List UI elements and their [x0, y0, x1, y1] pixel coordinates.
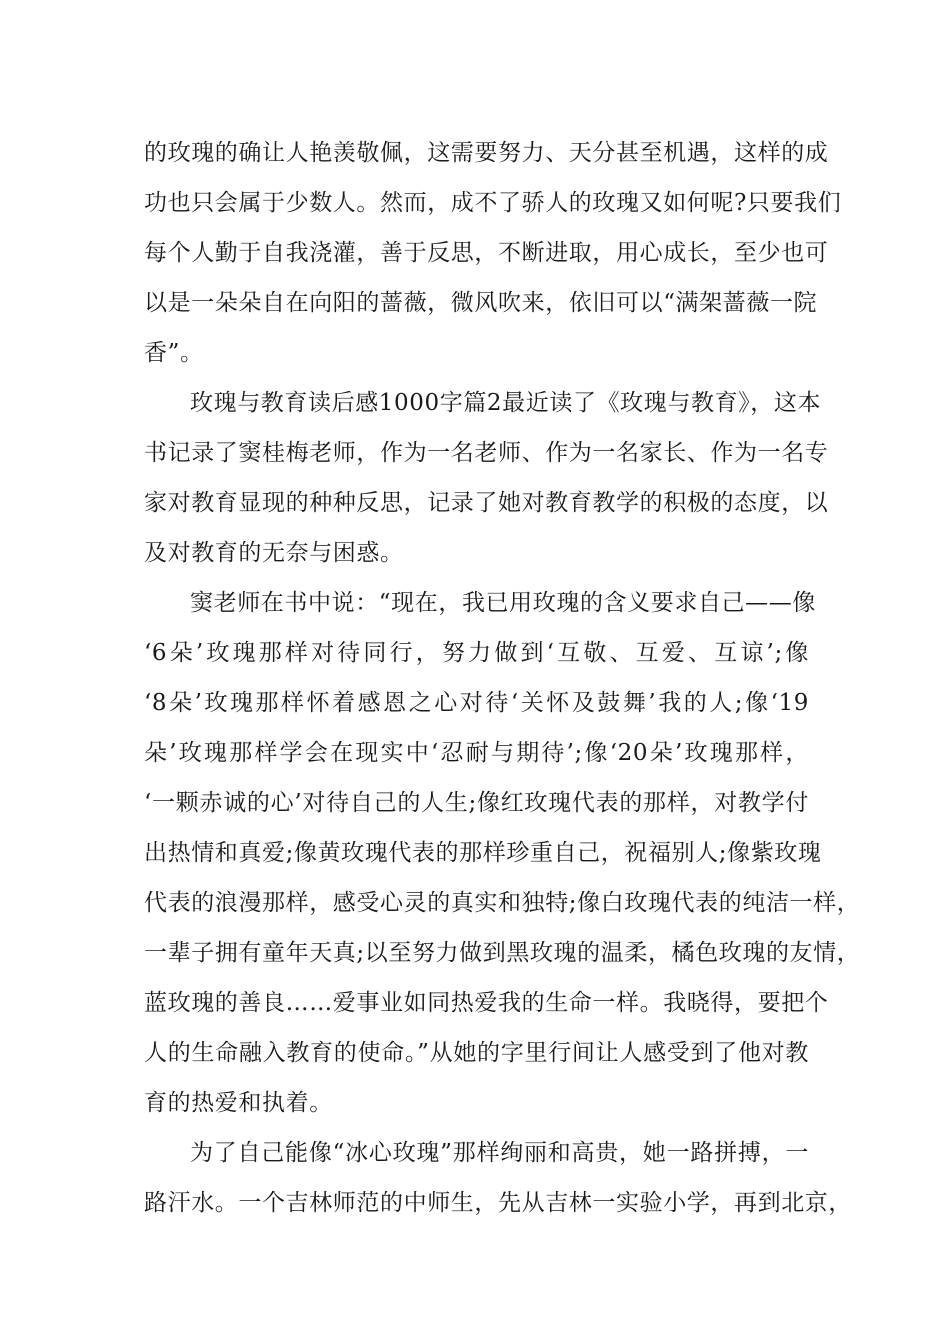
- text-line: ‘8朵’玫瑰那样怀着感恩之心对待‘关怀及鼓舞’我的人;像‘19: [144, 690, 809, 716]
- text-line: 育的热爱和执着。: [144, 1090, 333, 1116]
- text-line: 功也只会属于少数人。然而，成不了骄人的玫瑰又如何呢?只要我们: [144, 190, 842, 216]
- text-line: 蓝玫瑰的善良……爱事业如同热爱我的生命一样。我晓得，要把个: [144, 990, 829, 1016]
- text-line: 朵’玫瑰那样学会在现实中‘忍耐与期待’;像‘20朵’玫瑰那样，: [144, 740, 809, 766]
- text-line: 书记录了窦桂梅老师，作为一名老师、作为一名家长、作为一名专: [144, 440, 829, 466]
- text-line: 及对教育的无奈与困惑。: [144, 540, 404, 566]
- text-line: 出热情和真爱;像黄玫瑰代表的那样珍重自己，祝福别人;像紫玫瑰: [144, 840, 822, 866]
- text-line: 窦老师在书中说：“现在，我已用玫瑰的含义要求自己——像: [190, 590, 816, 616]
- text-line: 路汗水。一个吉林师范的中师生，先从吉林一实验小学，再到北京，: [144, 1190, 852, 1216]
- text-line: 为了自己能像“冰心玫瑰”那样绚丽和高贵，她一路拼搏，一: [190, 1140, 809, 1166]
- text-line: 一辈子拥有童年天真;以至努力做到黑玫瑰的温柔，橘色玫瑰的友情，: [144, 940, 861, 966]
- document-body: [144, 128, 861, 1228]
- text-line: 玫瑰与教育读后感1000字篇2最近读了《玫瑰与教育》，这本: [190, 390, 822, 416]
- text-line: 每个人勤于自我浇灌，善于反思，不断进取，用心成长，至少也可: [144, 240, 829, 266]
- text-line: 香”。: [144, 340, 204, 366]
- paragraph-4: [144, 1128, 852, 1228]
- text-line: 的玫瑰的确让人艳羡敬佩，这需要努力、天分甚至机遇，这样的成: [144, 140, 829, 166]
- text-line: 以是一朵朵自在向阳的蔷薇，微风吹来，依旧可以“满架蔷薇一院: [144, 290, 818, 316]
- paragraph-3: [144, 578, 861, 1128]
- paragraph-2: [144, 378, 829, 578]
- text-line: 家对教育显现的种种反思，记录了她对教育教学的积极的态度，以: [144, 490, 829, 516]
- paragraph-1: [144, 128, 842, 378]
- text-line: ‘6朵’玫瑰那样对待同行，努力做到‘互敬、互爱、互谅’;像: [144, 640, 809, 666]
- text-line: 人的生命融入教育的使命。”从她的字里行间让人感受到了他对教: [144, 1040, 809, 1066]
- text-line: 代表的浪漫那样，感受心灵的真实和独特;像白玫瑰代表的纯洁一样，: [144, 890, 861, 916]
- text-line: ‘一颗赤诚的心’对待自己的人生;像红玫瑰代表的那样，对教学付: [144, 790, 809, 816]
